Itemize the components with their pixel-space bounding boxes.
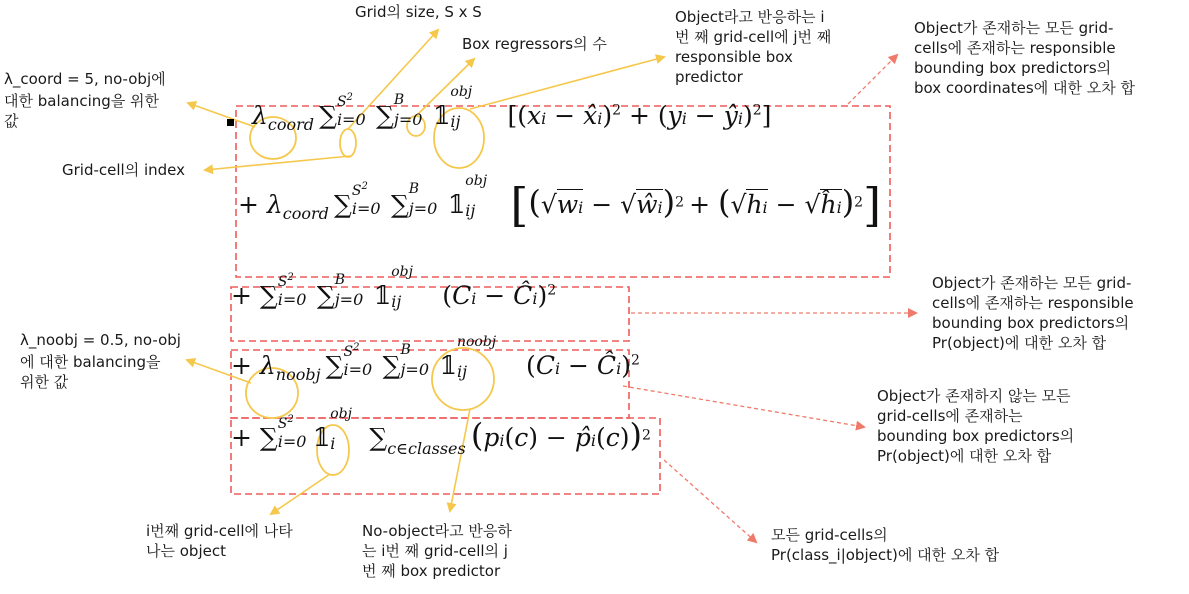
bullet-marker bbox=[227, 119, 234, 126]
annotation-obj-in-cell: i번째 grid-cell에 나타 나는 object bbox=[146, 522, 293, 560]
equation-line-3: + ∑ $S^2$ i=0 ∑ B j=0 𝟙 obj ij (Ci − Ĉi)$^2$ bbox=[231, 264, 557, 311]
annotation-lambda-noobj-label: λ_noobj = 0.5, no-obj bbox=[20, 331, 181, 349]
annotation-grid-cell-index: Grid-cell의 index bbox=[62, 161, 185, 179]
equation-line-5: + ∑ $S^2$ i=0 𝟙 obj i ∑c∈classes (pi(c) − p̂i(c))$^2$ bbox=[231, 406, 651, 458]
arrow-coord-error bbox=[848, 55, 897, 104]
annotation-lambda-coord-rest: 대한 balancing을 위한 값 bbox=[4, 92, 160, 130]
equation-line-1: λcoord ∑ $S^2$ i=0 ∑ B j=0 𝟙 obj ij [(xi − x̂i)$^2$ + (yi − ŷi)$^2$] bbox=[252, 84, 772, 134]
equation-line-4: + λnoobj ∑ $S^2$ i=0 ∑ B j=0 𝟙 noobj ij (Ci − Ĉi)$^2$ bbox=[231, 334, 640, 384]
annotation-object-ij: Object라고 반응하는 i 번 째 grid-cell에 j번 째 responsible box predictor bbox=[675, 8, 832, 86]
annotation-grid-size: Grid의 size, S x S bbox=[355, 3, 482, 21]
annotation-conf-error-obj: Object가 존재하는 모든 grid- cells에 존재하는 responsible bounding box predictors의 Pr(object)에 대한 오차 합 bbox=[932, 274, 1134, 352]
annotation-noobj-ij: No-object라고 반응하 는 i번 째 grid-cell의 j 번 째 box predictor bbox=[362, 522, 512, 580]
pointer-lambda-coord bbox=[188, 103, 255, 127]
annotation-lambda-coord-label: λ_coord = 5, no-obj에 bbox=[4, 70, 166, 88]
annotation-conf-error-noobj: Object가 존재하지 않는 모든 grid-cells에 존재하는 bounding box predictors의 Pr(object)에 대한 오차 합 bbox=[877, 387, 1075, 465]
arrow-conf-noobj bbox=[623, 386, 864, 427]
annotation-lambda-noobj-rest: 에 대한 balancing을 위한 값 bbox=[20, 353, 161, 391]
annotation-coord-error: Object가 존재하는 모든 grid- cells에 존재하는 responsible bounding box predictors의 box coordinates에 대한 오차 합 bbox=[914, 19, 1135, 97]
equation-line-2: + λcoord ∑ $S^2$ i=0 ∑ B j=0 𝟙 obj ij [(√wi − √ŵi)$^2$ + (√hi − √ĥi)$^2$] bbox=[238, 173, 882, 232]
arrow-class-error bbox=[664, 460, 756, 542]
annotation-box-regressors: Box regressors의 수 bbox=[462, 35, 607, 53]
annotation-class-error: 모든 grid-cells의 Pr(class_i|object)에 대한 오차 합 bbox=[771, 526, 1000, 564]
